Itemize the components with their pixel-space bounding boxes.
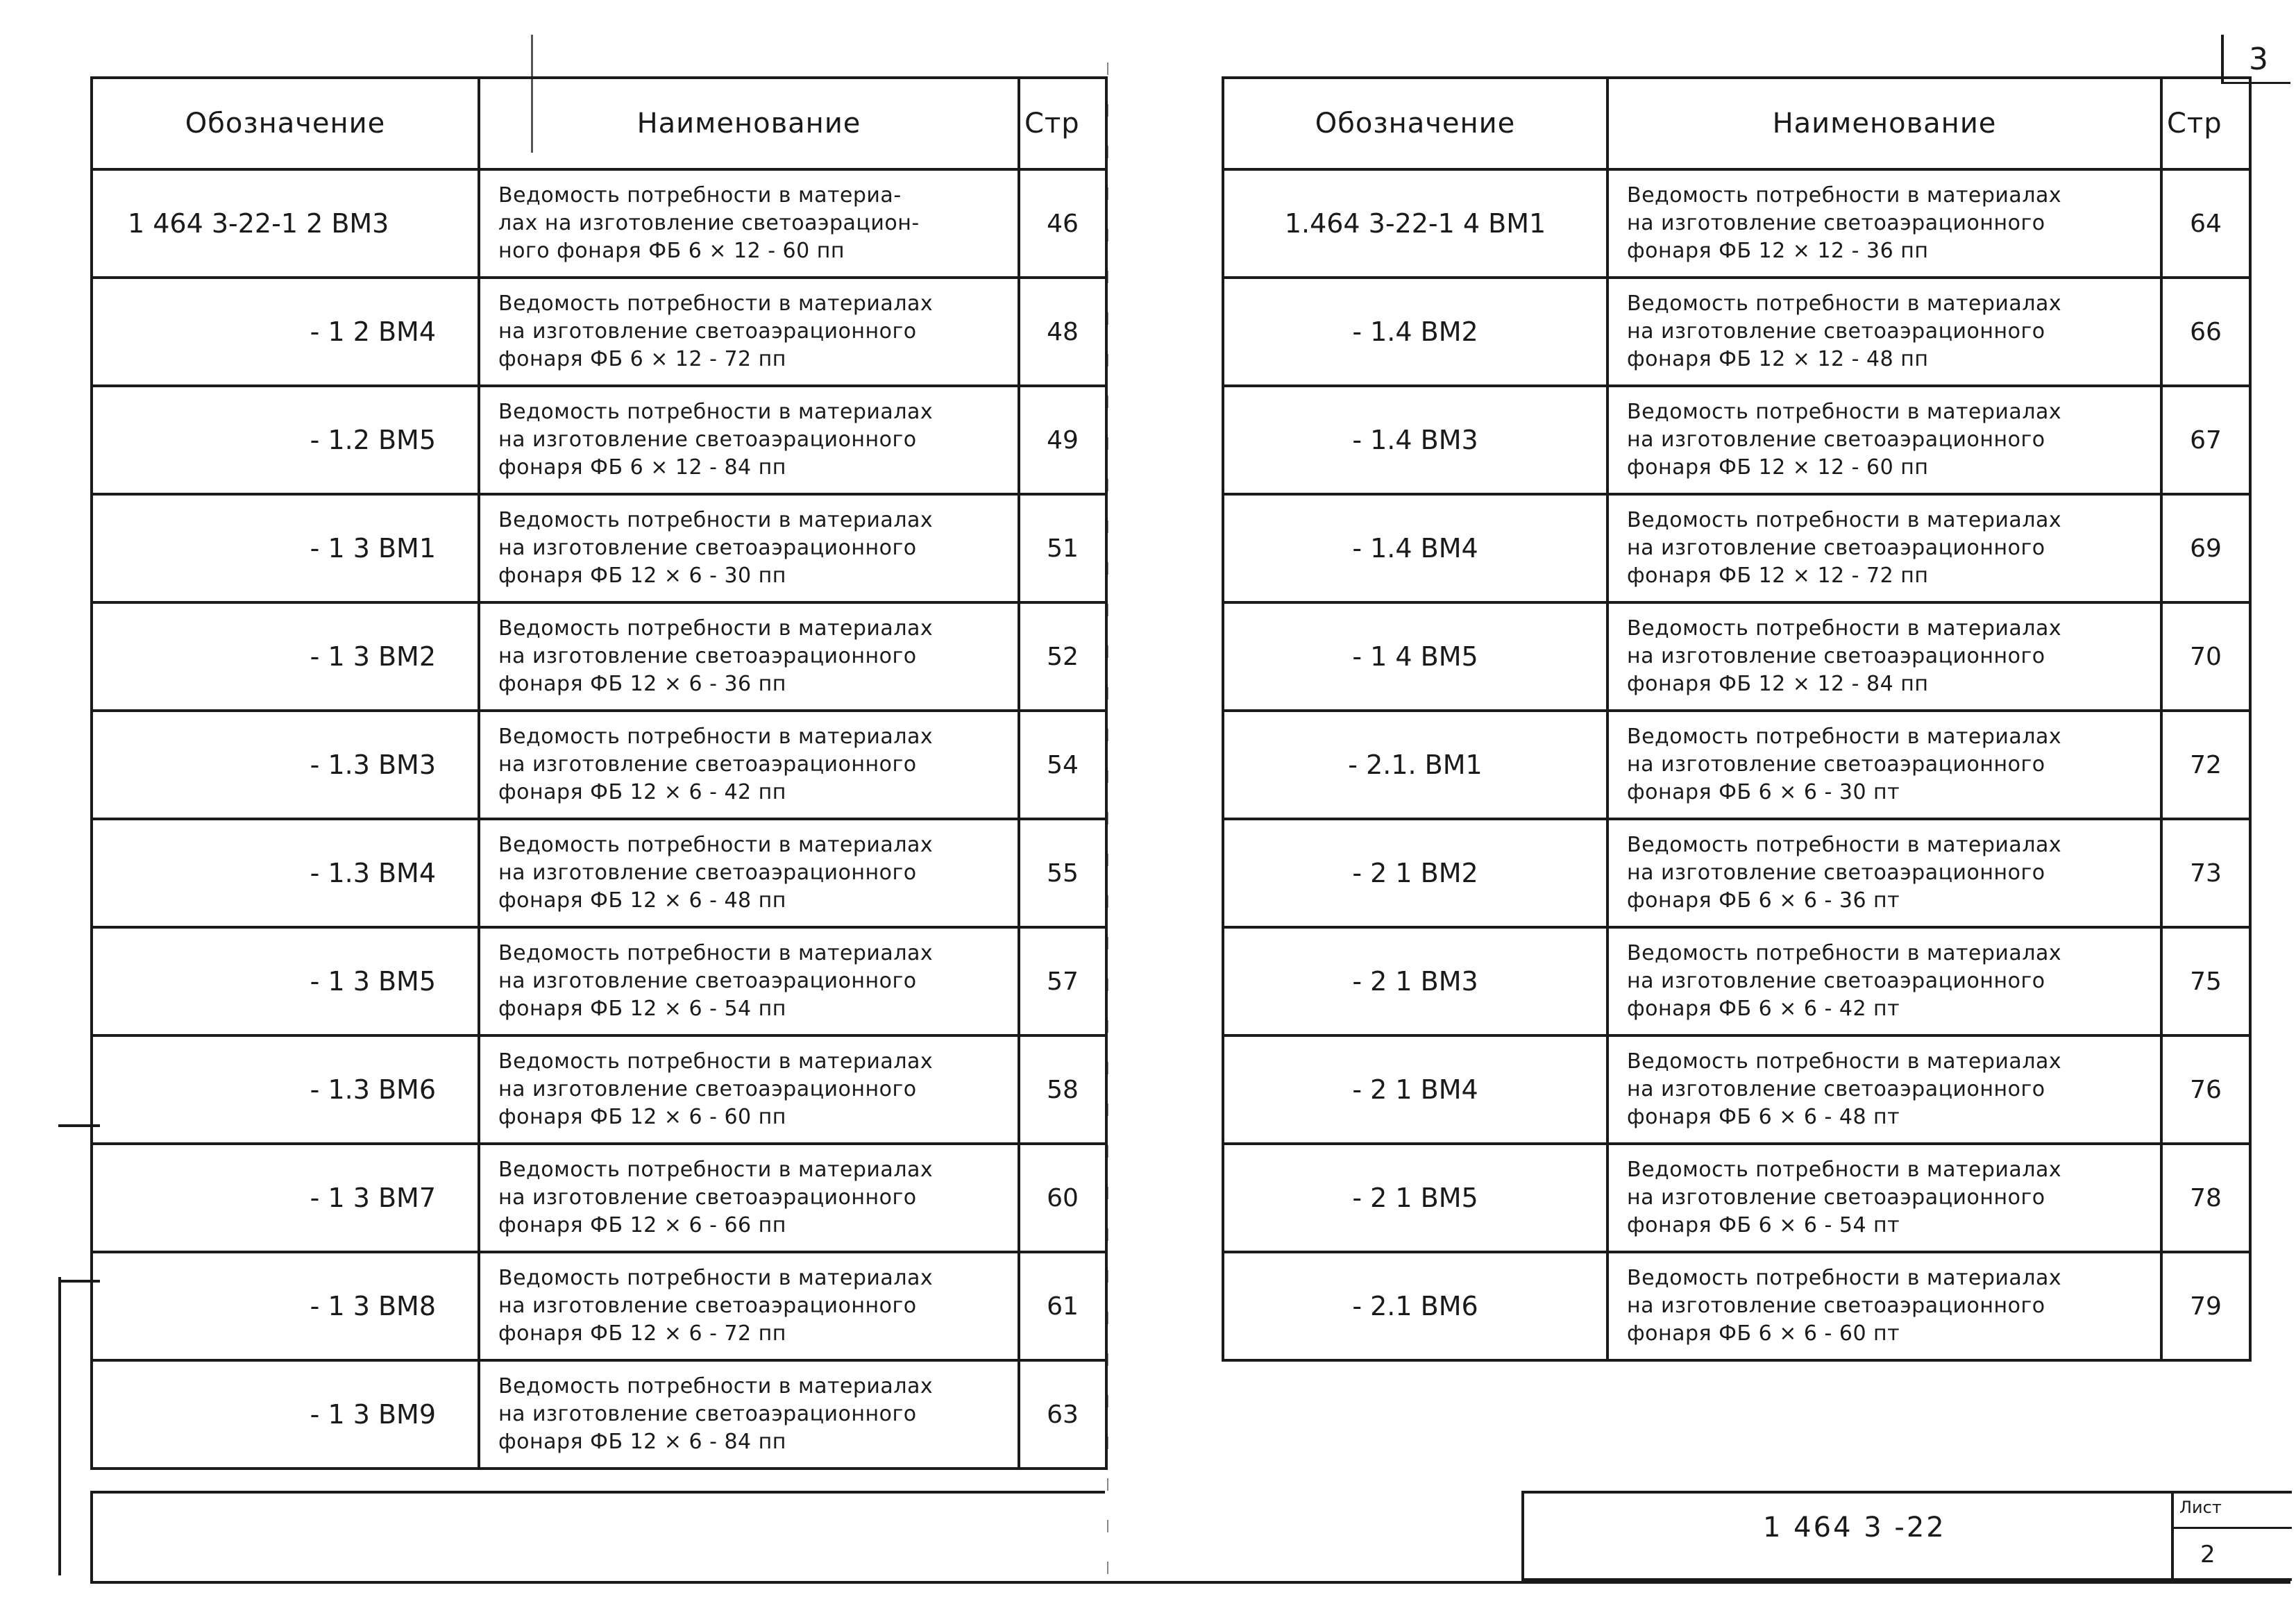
name-line: на изготовление светоаэрационного <box>1627 644 2045 668</box>
register-body-left <box>92 169 1106 1469</box>
name-line: на изготовление светоаэрационного <box>1627 861 2045 885</box>
table-row <box>1223 386 2250 494</box>
name-line: на изготовление светоаэрационного <box>498 428 917 452</box>
name-line: Ведомость потребности в материалах <box>1627 1158 2062 1182</box>
name-cell <box>1607 386 2161 494</box>
designation-cell: - 1.4 ВМ3 <box>1223 386 1607 494</box>
name-line: ного фонаря ФБ 6 × 12 - 60 пп <box>498 239 845 263</box>
page-cell: 54 <box>1019 711 1106 819</box>
name-line: фонаря ФБ 6 × 12 - 72 пп <box>498 347 786 371</box>
binding-strip-line <box>58 1277 61 1575</box>
designation-cell: - 2 1 ВМ2 <box>1223 819 1607 927</box>
designation-cell: 1 464 3-22-1 2 ВМ3 <box>92 169 479 278</box>
name-line: фонаря ФБ 12 × 12 - 36 пп <box>1627 239 1929 263</box>
name-line: фонаря ФБ 6 × 6 - 36 пт <box>1627 888 1900 913</box>
name-cell <box>479 819 1019 927</box>
name-line: на изготовление светоаэрационного <box>498 319 917 344</box>
table-row <box>1223 1252 2250 1360</box>
binding-strip-box <box>58 1124 100 1283</box>
name-cell <box>479 1252 1019 1360</box>
table-row <box>1223 169 2250 278</box>
name-line: Ведомость потребности в материалах <box>1627 941 2062 965</box>
page-cell: 73 <box>2161 819 2250 927</box>
name-line: фонаря ФБ 12 × 12 - 48 пп <box>1627 347 1929 371</box>
page-cell: 48 <box>1019 278 1106 386</box>
page-cell: 46 <box>1019 169 1106 278</box>
designation-header: Обозначение <box>92 78 479 169</box>
table-row <box>92 711 1106 819</box>
name-line: Ведомость потребности в материалах <box>498 616 934 641</box>
name-line: Ведомость потребности в материалах <box>498 1374 934 1398</box>
table-row <box>92 1360 1106 1469</box>
name-cell <box>1607 278 2161 386</box>
table-row <box>1223 1035 2250 1144</box>
designation-cell: - 1 3 ВМ9 <box>92 1360 479 1469</box>
register-body-right <box>1223 169 2250 1360</box>
name-line: фонаря ФБ 12 × 6 - 48 пп <box>498 888 786 913</box>
table-row <box>92 386 1106 494</box>
name-line: Ведомость потребности в материалах <box>1627 616 2062 641</box>
name-cell <box>1607 1144 2161 1252</box>
name-line: фонаря ФБ 12 × 6 - 54 пп <box>498 997 786 1021</box>
name-line: Ведомость потребности в материалах <box>1627 1049 2062 1074</box>
name-cell <box>1607 169 2161 278</box>
designation-cell: - 1 4 ВМ5 <box>1223 602 1607 711</box>
name-line: на изготовление светоаэрационного <box>498 1402 917 1426</box>
page-cell: 67 <box>2161 386 2250 494</box>
name-cell <box>479 494 1019 602</box>
name-line: Ведомость потребности в материалах <box>498 1266 934 1290</box>
name-line: фонаря ФБ 12 × 6 - 72 пп <box>498 1321 786 1346</box>
designation-cell: - 1 3 ВМ2 <box>92 602 479 711</box>
page-cell: 57 <box>1019 927 1106 1035</box>
name-line: фонаря ФБ 6 × 6 - 30 пт <box>1627 780 1900 804</box>
table-row <box>1223 278 2250 386</box>
table-row <box>92 278 1106 386</box>
table-row <box>92 1252 1106 1360</box>
name-line: Ведомость потребности в материалах <box>1627 183 2062 208</box>
table-row <box>1223 602 2250 711</box>
name-line: фонаря ФБ 12 × 6 - 30 пп <box>498 564 786 588</box>
table-row <box>1223 927 2250 1035</box>
name-line: на изготовление светоаэрационного <box>1627 969 2045 993</box>
name-line: фонаря ФБ 12 × 12 - 72 пп <box>1627 564 1929 588</box>
name-line: на изготовление светоаэрационного <box>1627 1185 2045 1210</box>
name-line: Ведомость потребности в материалах <box>1627 508 2062 532</box>
name-cell <box>479 1144 1019 1252</box>
name-cell <box>479 169 1019 278</box>
page-header: Стр <box>2161 78 2250 169</box>
page-cell: 52 <box>1019 602 1106 711</box>
table-row <box>1223 819 2250 927</box>
name-line: на изготовление светоаэрационного <box>498 1077 917 1101</box>
name-line: Ведомость потребности в материалах <box>1627 400 2062 424</box>
page-cell: 64 <box>2161 169 2250 278</box>
designation-cell: - 2.1. ВМ1 <box>1223 711 1607 819</box>
name-cell <box>479 711 1019 819</box>
title-block-sheet-rule <box>2171 1527 2292 1529</box>
title-block-top <box>1521 1491 2292 1494</box>
title-block-left <box>1521 1491 1524 1581</box>
designation-cell: - 1.4 ВМ4 <box>1223 494 1607 602</box>
name-line: фонаря ФБ 6 × 12 - 84 пп <box>498 455 786 480</box>
page-cell: 72 <box>2161 711 2250 819</box>
name-cell <box>1607 602 2161 711</box>
name-cell <box>1607 711 2161 819</box>
name-line: Ведомость потребности в материалах <box>498 833 934 857</box>
page-cell: 61 <box>1019 1252 1106 1360</box>
name-line: фонаря ФБ 12 × 6 - 60 пп <box>498 1105 786 1129</box>
name-line: на изготовление светоаэрационного <box>498 536 917 560</box>
name-line: фонаря ФБ 12 × 12 - 84 пп <box>1627 672 1929 696</box>
designation-cell: - 1.2 ВМ5 <box>92 386 479 494</box>
name-cell <box>479 386 1019 494</box>
name-cell <box>1607 494 2161 602</box>
frame-left-edge <box>90 1492 93 1582</box>
table-row <box>92 1035 1106 1144</box>
name-line: фонаря ФБ 6 × 6 - 42 пт <box>1627 997 1900 1021</box>
page-cell: 66 <box>2161 278 2250 386</box>
page-cell: 70 <box>2161 602 2250 711</box>
name-line: на изготовление светоаэрационного <box>1627 1077 2045 1101</box>
name-line: на изготовление светоаэрационного <box>1627 319 2045 344</box>
name-line: на изготовление светоаэрационного <box>498 752 917 777</box>
name-line: на изготовление светоаэрационного <box>498 969 917 993</box>
title-block-document-code: 1 464 3 -22 <box>1763 1512 1946 1543</box>
table-row <box>92 169 1106 278</box>
name-line: фонаря ФБ 12 × 6 - 66 пп <box>498 1213 786 1237</box>
designation-cell: - 1 3 ВМ7 <box>92 1144 479 1252</box>
page-cell: 49 <box>1019 386 1106 494</box>
name-line: на изготовление светоаэрационного <box>1627 211 2045 235</box>
table-row <box>92 494 1106 602</box>
name-line: Ведомость потребности в материалах <box>1627 725 2062 749</box>
name-line: фонаря ФБ 12 × 6 - 36 пп <box>498 672 786 696</box>
name-line: фонаря ФБ 12 × 6 - 42 пп <box>498 780 786 804</box>
page-cell: 60 <box>1019 1144 1106 1252</box>
page-cell: 76 <box>2161 1035 2250 1144</box>
sheet-number: 3 <box>2249 42 2268 77</box>
left-table-bottom-rule <box>90 1491 1105 1494</box>
name-line: Ведомость потребности в материалах <box>1627 1266 2062 1290</box>
name-line: на изготовление светоаэрационного <box>1627 752 2045 777</box>
designation-cell: - 1.3 ВМ4 <box>92 819 479 927</box>
name-cell <box>1607 927 2161 1035</box>
designation-cell: - 2 1 ВМ4 <box>1223 1035 1607 1144</box>
register-table-left <box>90 76 1108 1470</box>
table-row <box>1223 494 2250 602</box>
name-line: Ведомость потребности в материалах <box>498 1049 934 1074</box>
designation-cell: - 1 3 ВМ8 <box>92 1252 479 1360</box>
designation-cell: - 1 3 ВМ1 <box>92 494 479 602</box>
designation-cell: - 2 1 ВМ5 <box>1223 1144 1607 1252</box>
name-cell <box>479 927 1019 1035</box>
name-line: на изготовление светоаэрационного <box>1627 1294 2045 1318</box>
name-cell <box>1607 1035 2161 1144</box>
title-block-sheet-value: 2 <box>2200 1541 2215 1568</box>
name-line: фонаря ФБ 12 × 12 - 60 пп <box>1627 455 1929 480</box>
page-cell: 58 <box>1019 1035 1106 1144</box>
name-line: Ведомость потребности в материалах <box>498 1158 934 1182</box>
designation-cell: 1.464 3-22-1 4 ВМ1 <box>1223 169 1607 278</box>
page-cell: 75 <box>2161 927 2250 1035</box>
page-cell: 51 <box>1019 494 1106 602</box>
page-cell: 79 <box>2161 1252 2250 1360</box>
title-block-sheet-label: Лист <box>2179 1498 2222 1517</box>
designation-cell: - 2.1 ВМ6 <box>1223 1252 1607 1360</box>
name-header: Наименование <box>479 78 1019 169</box>
page-cell: 63 <box>1019 1360 1106 1469</box>
table-row <box>1223 711 2250 819</box>
name-line: лах на изготовление светоаэрацион- <box>498 211 920 235</box>
header-row <box>92 78 1106 169</box>
name-line: Ведомость потребности в материалах <box>498 725 934 749</box>
table-row <box>92 602 1106 711</box>
name-line: Ведомость потребности в материалах <box>498 508 934 532</box>
table-row <box>92 819 1106 927</box>
name-line: фонаря ФБ 6 × 6 - 48 пт <box>1627 1105 1900 1129</box>
header-row <box>1223 78 2250 169</box>
title-block-divider <box>2171 1491 2174 1581</box>
name-cell <box>479 1360 1019 1469</box>
name-line: фонаря ФБ 12 × 6 - 84 пп <box>498 1430 786 1454</box>
name-cell <box>479 1035 1019 1144</box>
name-cell <box>1607 1252 2161 1360</box>
name-line: Ведомость потребности в материалах <box>498 291 934 316</box>
page-header: Стр <box>1019 78 1106 169</box>
page-cell: 78 <box>2161 1144 2250 1252</box>
name-line: Ведомость потребности в материалах <box>498 941 934 965</box>
designation-header: Обозначение <box>1223 78 1607 169</box>
name-line: Ведомость потребности в материалах <box>498 400 934 424</box>
name-line: фонаря ФБ 6 × 6 - 54 пт <box>1627 1213 1900 1237</box>
table-row <box>1223 1144 2250 1252</box>
title-block-bottom <box>1521 1578 2292 1581</box>
name-line: на изготовление светоаэрационного <box>498 861 917 885</box>
name-line: Ведомость потребности в материалах <box>1627 291 2062 316</box>
page-cell: 69 <box>2161 494 2250 602</box>
register-table-right <box>1222 76 2252 1362</box>
designation-cell: - 1.3 ВМ6 <box>92 1035 479 1144</box>
name-line: фонаря ФБ 6 × 6 - 60 пт <box>1627 1321 1900 1346</box>
table-row <box>92 927 1106 1035</box>
designation-cell: - 1 3 ВМ5 <box>92 927 479 1035</box>
designation-cell: - 2 1 ВМ3 <box>1223 927 1607 1035</box>
name-line: на изготовление светоаэрационного <box>1627 428 2045 452</box>
designation-cell: - 1.3 ВМ3 <box>92 711 479 819</box>
designation-cell: - 1.4 ВМ2 <box>1223 278 1607 386</box>
name-header: Наименование <box>1607 78 2161 169</box>
name-line: на изготовление светоаэрационного <box>498 1294 917 1318</box>
designation-cell: - 1 2 ВМ4 <box>92 278 479 386</box>
name-line: на изготовление светоаэрационного <box>1627 536 2045 560</box>
table-row <box>92 1144 1106 1252</box>
name-line: на изготовление светоаэрационного <box>498 1185 917 1210</box>
frame-bottom-edge <box>90 1581 2290 1584</box>
name-cell <box>479 602 1019 711</box>
name-cell <box>479 278 1019 386</box>
name-line: Ведомость потребности в материа- <box>498 183 902 208</box>
name-line: на изготовление светоаэрационного <box>498 644 917 668</box>
name-cell <box>1607 819 2161 927</box>
page-cell: 55 <box>1019 819 1106 927</box>
name-line: Ведомость потребности в материалах <box>1627 833 2062 857</box>
